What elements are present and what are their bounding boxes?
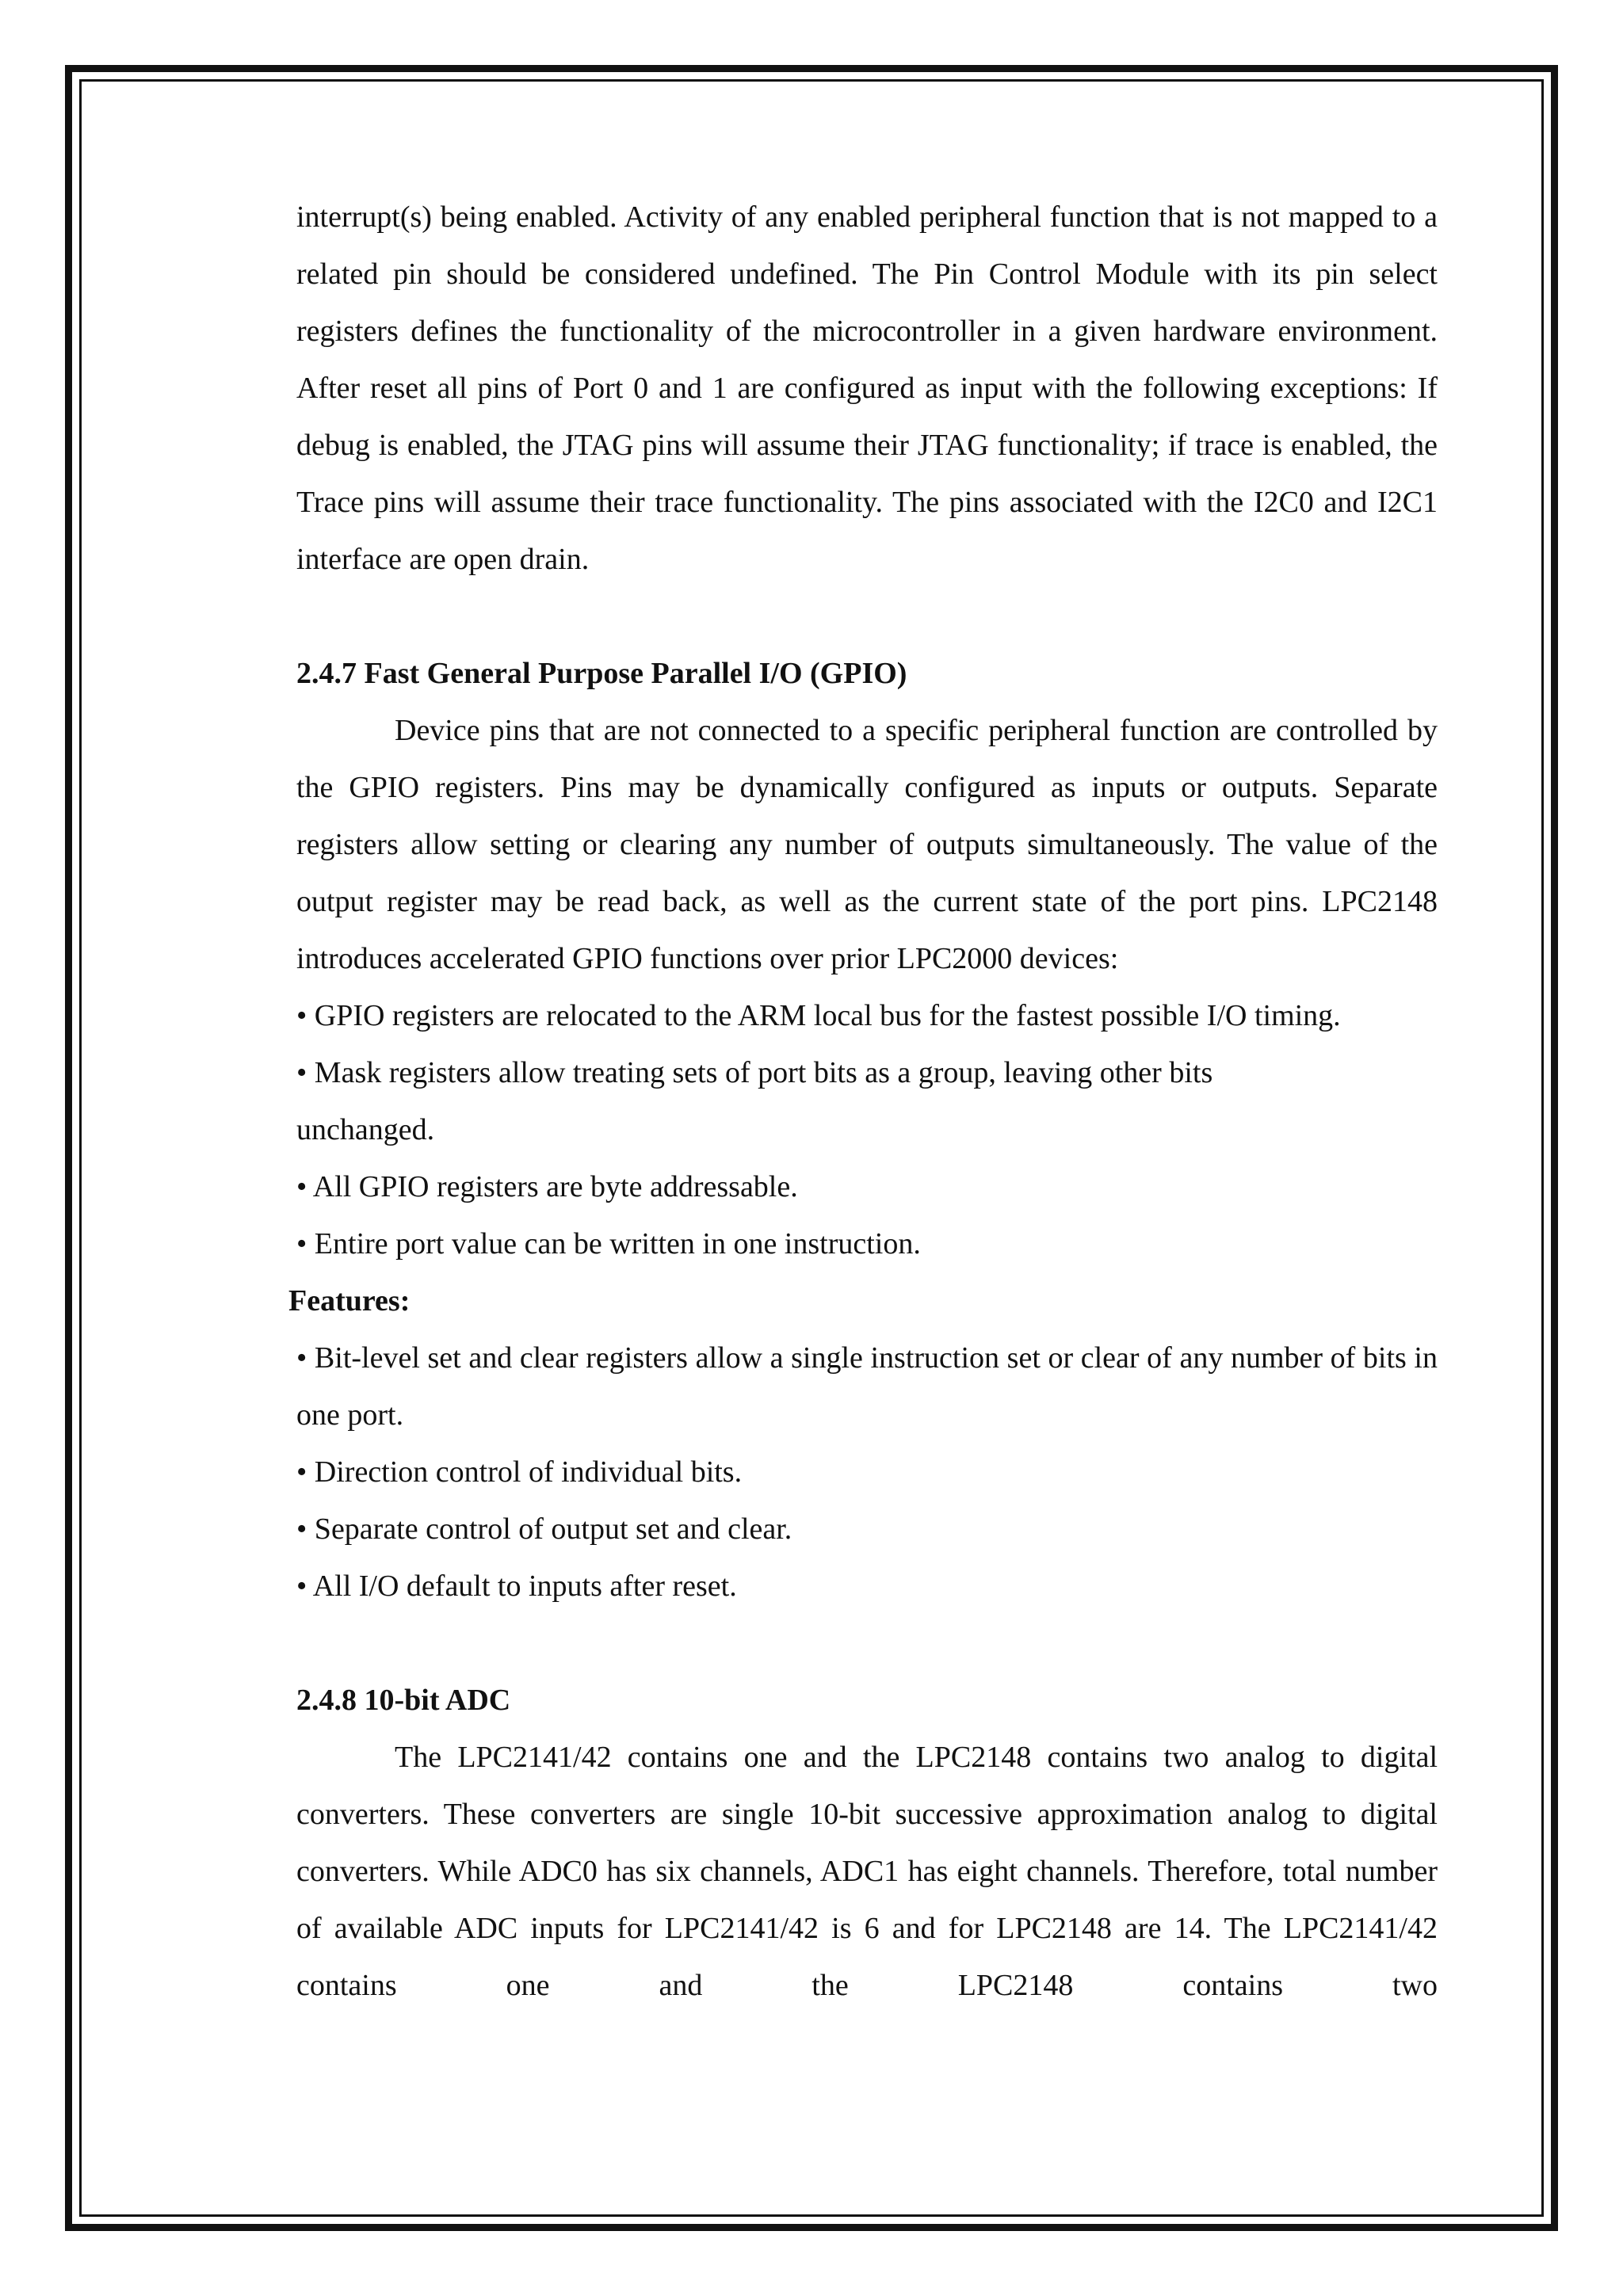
gpio-bullet-1: • GPIO registers are relocated to the ARM local bus for the fastest possible I/O timing. — [296, 999, 1341, 1032]
spacer — [296, 1615, 1438, 1672]
intro-paragraph: interrupt(s) being enabled. Activity of any enabled peripheral function that is not mapped to a related pin should be considered undefined. The Pin Control Module with its pin select registers defines the functionality of the microcontroller in a given hardware environment. After reset all pins of Port 0 and 1 are configured as input with the following exceptions: If debug is enabled, the JTAG pins will assume their JTAG functionality; if trace is enabled, the Trace pins will assume their trace functionality. The pins associated with the I2C0 and I2C1 interface are open drain. — [296, 200, 1438, 576]
feature-bullet-1: • Bit-level set and clear registers allow a single instruction set or clear of any number of bits in one port. — [296, 1341, 1438, 1432]
features-heading: Features: — [288, 1284, 411, 1318]
spacer — [296, 588, 1438, 645]
gpio-section-heading: 2.4.7 Fast General Purpose Parallel I/O (GPIO) — [296, 657, 907, 690]
gpio-section-body: Device pins that are not connected to a specific peripheral function are controlled by the GPIO registers. Pins may be dynamically configured as inputs or outputs. Separate registers allow setting or clearing any number of outputs simultaneously. The value of the output register may be read back, as well as the current state of the port pins. LPC2148 introduces accelerated GPIO functions over prior LPC2000 devices: — [296, 714, 1438, 975]
adc-section-heading: 2.4.8 10-bit ADC — [296, 1684, 511, 1717]
gpio-bullet-2: • Mask registers allow treating sets of port bits as a group, leaving other bits unchanged. — [296, 1056, 1213, 1146]
gpio-bullet-4: • Entire port value can be written in one instruction. — [296, 1227, 921, 1261]
page-content — [288, 189, 1438, 2014]
feature-bullet-3: • Separate control of output set and clear. — [296, 1512, 792, 1546]
adc-section-body: The LPC2141/42 contains one and the LPC2148 contains two analog to digital converters. These converters are single 10-bit successive approximation analog to digital converters. While ADC0 has six channels, ADC1 has eight channels. Therefore, total number of available ADC inputs for LPC2141/42 is 6 and for LPC2148 are 14. The LPC2141/42 contains one and the LPC2148 contains two — [296, 1741, 1438, 2002]
gpio-bullet-3: • All GPIO registers are byte addressable. — [296, 1170, 798, 1203]
feature-bullet-4: • All I/O default to inputs after reset. — [296, 1569, 737, 1603]
feature-bullet-2: • Direction control of individual bits. — [296, 1455, 743, 1489]
